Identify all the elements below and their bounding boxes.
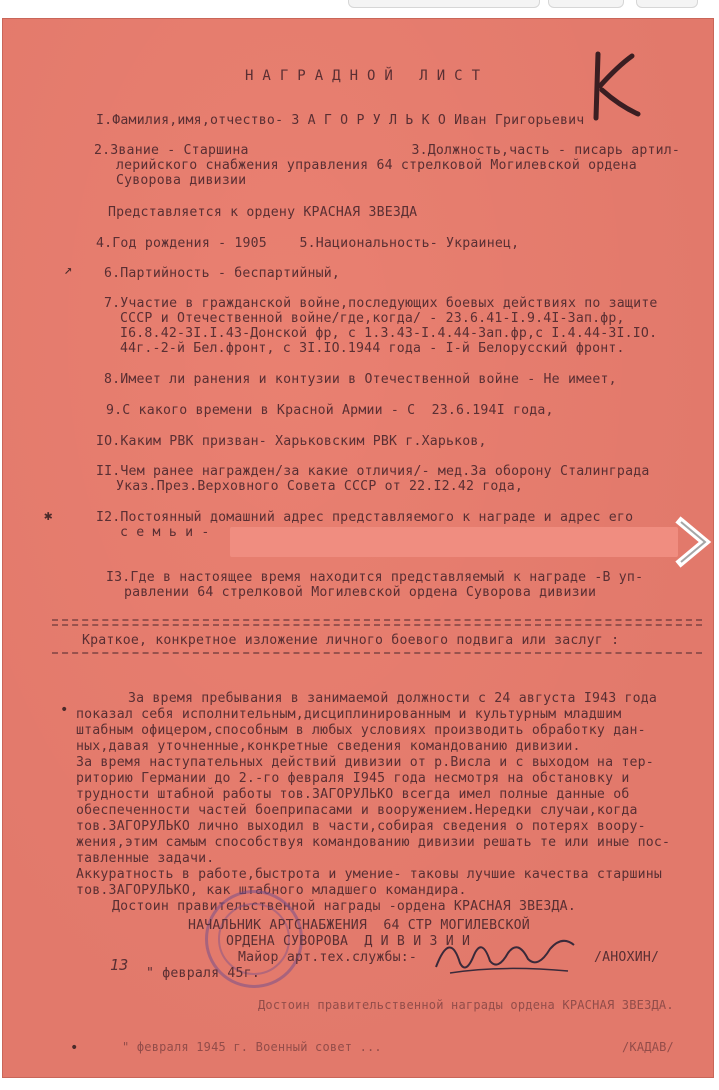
- line-award: Представляется к ордену КРАСНАЯ ЗВЕЗДА: [108, 205, 418, 220]
- narrative-line-3: штабным офицером,способным в любых условиях производить обработку дан-: [76, 723, 646, 738]
- redacted-address: [230, 527, 678, 557]
- narrative-line-10: жения,этим самым способствуя командованию дивизии решать те или иные пос-: [76, 835, 671, 850]
- date-rest: " февраля 45г.: [146, 966, 260, 981]
- narrative-line-8: обеспеченности частей боеприпасами и вооружением.Нередки случаи,когда: [76, 803, 638, 818]
- separator-bottom: [52, 652, 702, 654]
- line-13-cont: равлении 64 стрелковой Могилевской ордена Суворова дивизии: [124, 585, 597, 600]
- narrative-line-14: Достоин правительственной награды -ордена КРАСНАЯ ЗВЕЗДА.: [112, 899, 576, 914]
- narrative-line-6: риторию Германии до 2.-го февраля I945 года несмотря на обстановку и: [76, 771, 630, 786]
- faint-line-2: " февраля 1945 г. Военный совет ...: [122, 1040, 382, 1054]
- narrative-line-7: трудности штабной работы тов.ЗАГОРУЛЬКО всегда имел полные данные об: [76, 787, 630, 802]
- line-7-cont2: I6.8.42-3I.I.43-Донской фр, с 1.3.43-I.4.44-Зап.фр,с I.4.44-3I.IO.: [120, 326, 658, 341]
- line-7-service: 7.Участие в гражданской войне,последующих боевых действиях по защите: [104, 296, 658, 311]
- signature-line-2: ОРДЕНА СУВОРОВА Д И В И З И И: [226, 934, 471, 949]
- line-11-cont: Указ.През.Верховного Совета СССР от 22.I2.42 года,: [116, 479, 523, 494]
- handwritten-signature-icon: [430, 925, 580, 980]
- line-9-army: 9.С какого времени в Красной Армии - С 23.6.194I года,: [106, 403, 554, 418]
- narrative-line-12: Аккуратность в работе,быстрота и умение- таковы лучшие качества старшины: [76, 867, 663, 882]
- line-2-cont: лерийского снабжения управления 64 стрелковой Могилевской ордена: [116, 158, 637, 173]
- narrative-line-2: показал себя исполнительным,дисциплинированным и культурным младшим: [76, 707, 622, 722]
- narrative-line-9: тов.ЗАГОРУЛЬКО лично выходил в части,собирая сведения о потерях воору-: [76, 819, 646, 834]
- line-1-name: I.Фамилия,имя,отчество- З А Г О Р У Л Ь К О Иван Григорьевич: [96, 113, 585, 128]
- line-7-cont3: 44г.-2-й Бел.фронт, с 3I.IO.1944 года - I-й Белорусский фронт.: [120, 341, 625, 356]
- line-2-rank-position: 2.Звание - Старшина 3.Должность,часть - писарь артил-: [94, 143, 681, 158]
- margin-mark-1: ↗: [64, 262, 73, 278]
- narrative-line-11: тавленные задачи.: [76, 851, 215, 866]
- separator-top: [52, 619, 702, 621]
- line-7-cont: СССР и Отечественной войне/где,когда/ - 23.6.41-I.9.4I-Зап.фр,: [120, 311, 625, 326]
- date-day: 13: [110, 956, 129, 974]
- handwritten-letter-icon: [588, 46, 648, 126]
- top-bar-button-middle[interactable]: [548, 0, 624, 8]
- signature-line-1: НАЧАЛЬНИК АРТСНАБЖЕНИЯ 64 СТР МОГИЛЕВСКОЙ: [188, 918, 530, 933]
- chevron-right-icon[interactable]: [673, 516, 717, 568]
- line-6-party: 6.Партийность - беспартийный,: [104, 266, 341, 281]
- top-bar-button-left[interactable]: [348, 0, 540, 8]
- line-2-cont2: Суворова дивизии: [116, 173, 247, 188]
- faint-line-1: Достоин правительственной награды ордена КРАСНАЯ ЗВЕЗДА.: [258, 998, 674, 1012]
- margin-mark-4: •: [70, 1040, 79, 1056]
- narrative-line-1: За время пребывания в занимаемой должности с 24 августа I943 года: [128, 691, 658, 706]
- narrative-line-5: За время наступательных действий дивизии от р.Висла и с выходом на тер-: [76, 755, 654, 770]
- line-11-awards: II.Чем ранее награжден/за какие отличия/- мед.За оборону Сталинграда: [96, 464, 650, 479]
- margin-mark-3: •: [60, 702, 69, 718]
- signature-line-3: Майор арт.тех.службы:-: [238, 950, 418, 965]
- margin-mark-2: ✱: [44, 508, 53, 524]
- line-8-wounds: 8.Имеет ли ранения и контузии в Отечественной войне - Не имеет,: [104, 372, 617, 387]
- line-13-location: I3.Где в настоящее время находится представляемый к награде -В уп-: [106, 570, 644, 585]
- separator-top-2: [52, 624, 702, 626]
- signature-name: /АНОХИН/: [594, 950, 660, 965]
- line-4-birth: 4.Год рождения - 1905 5.Национальность- Украинец,: [96, 236, 520, 251]
- document-title: НАГРАДНОЙ ЛИСТ: [245, 68, 490, 84]
- section-heading: Краткое, конкретное изложение личного боевого подвига или заслуг :: [82, 633, 620, 648]
- narrative-line-13: тов.ЗАГОРУЛЬКО, как штабного младшего командира.: [76, 883, 467, 898]
- line-12-family: с е м ь и -: [120, 525, 210, 540]
- line-10-rvk: IO.Каким РВК призван- Харьковским РВК г.Харьков,: [96, 434, 487, 449]
- faint-line-3: /КАДАВ/: [622, 1040, 674, 1054]
- top-bar-button-right[interactable]: [636, 0, 698, 8]
- line-12-address: I2.Постоянный домашний адрес представляемого к награде и адрес его: [96, 510, 634, 525]
- narrative-line-4: ных,давая уточненные,конкретные сведения командованию дивизии.: [76, 739, 581, 754]
